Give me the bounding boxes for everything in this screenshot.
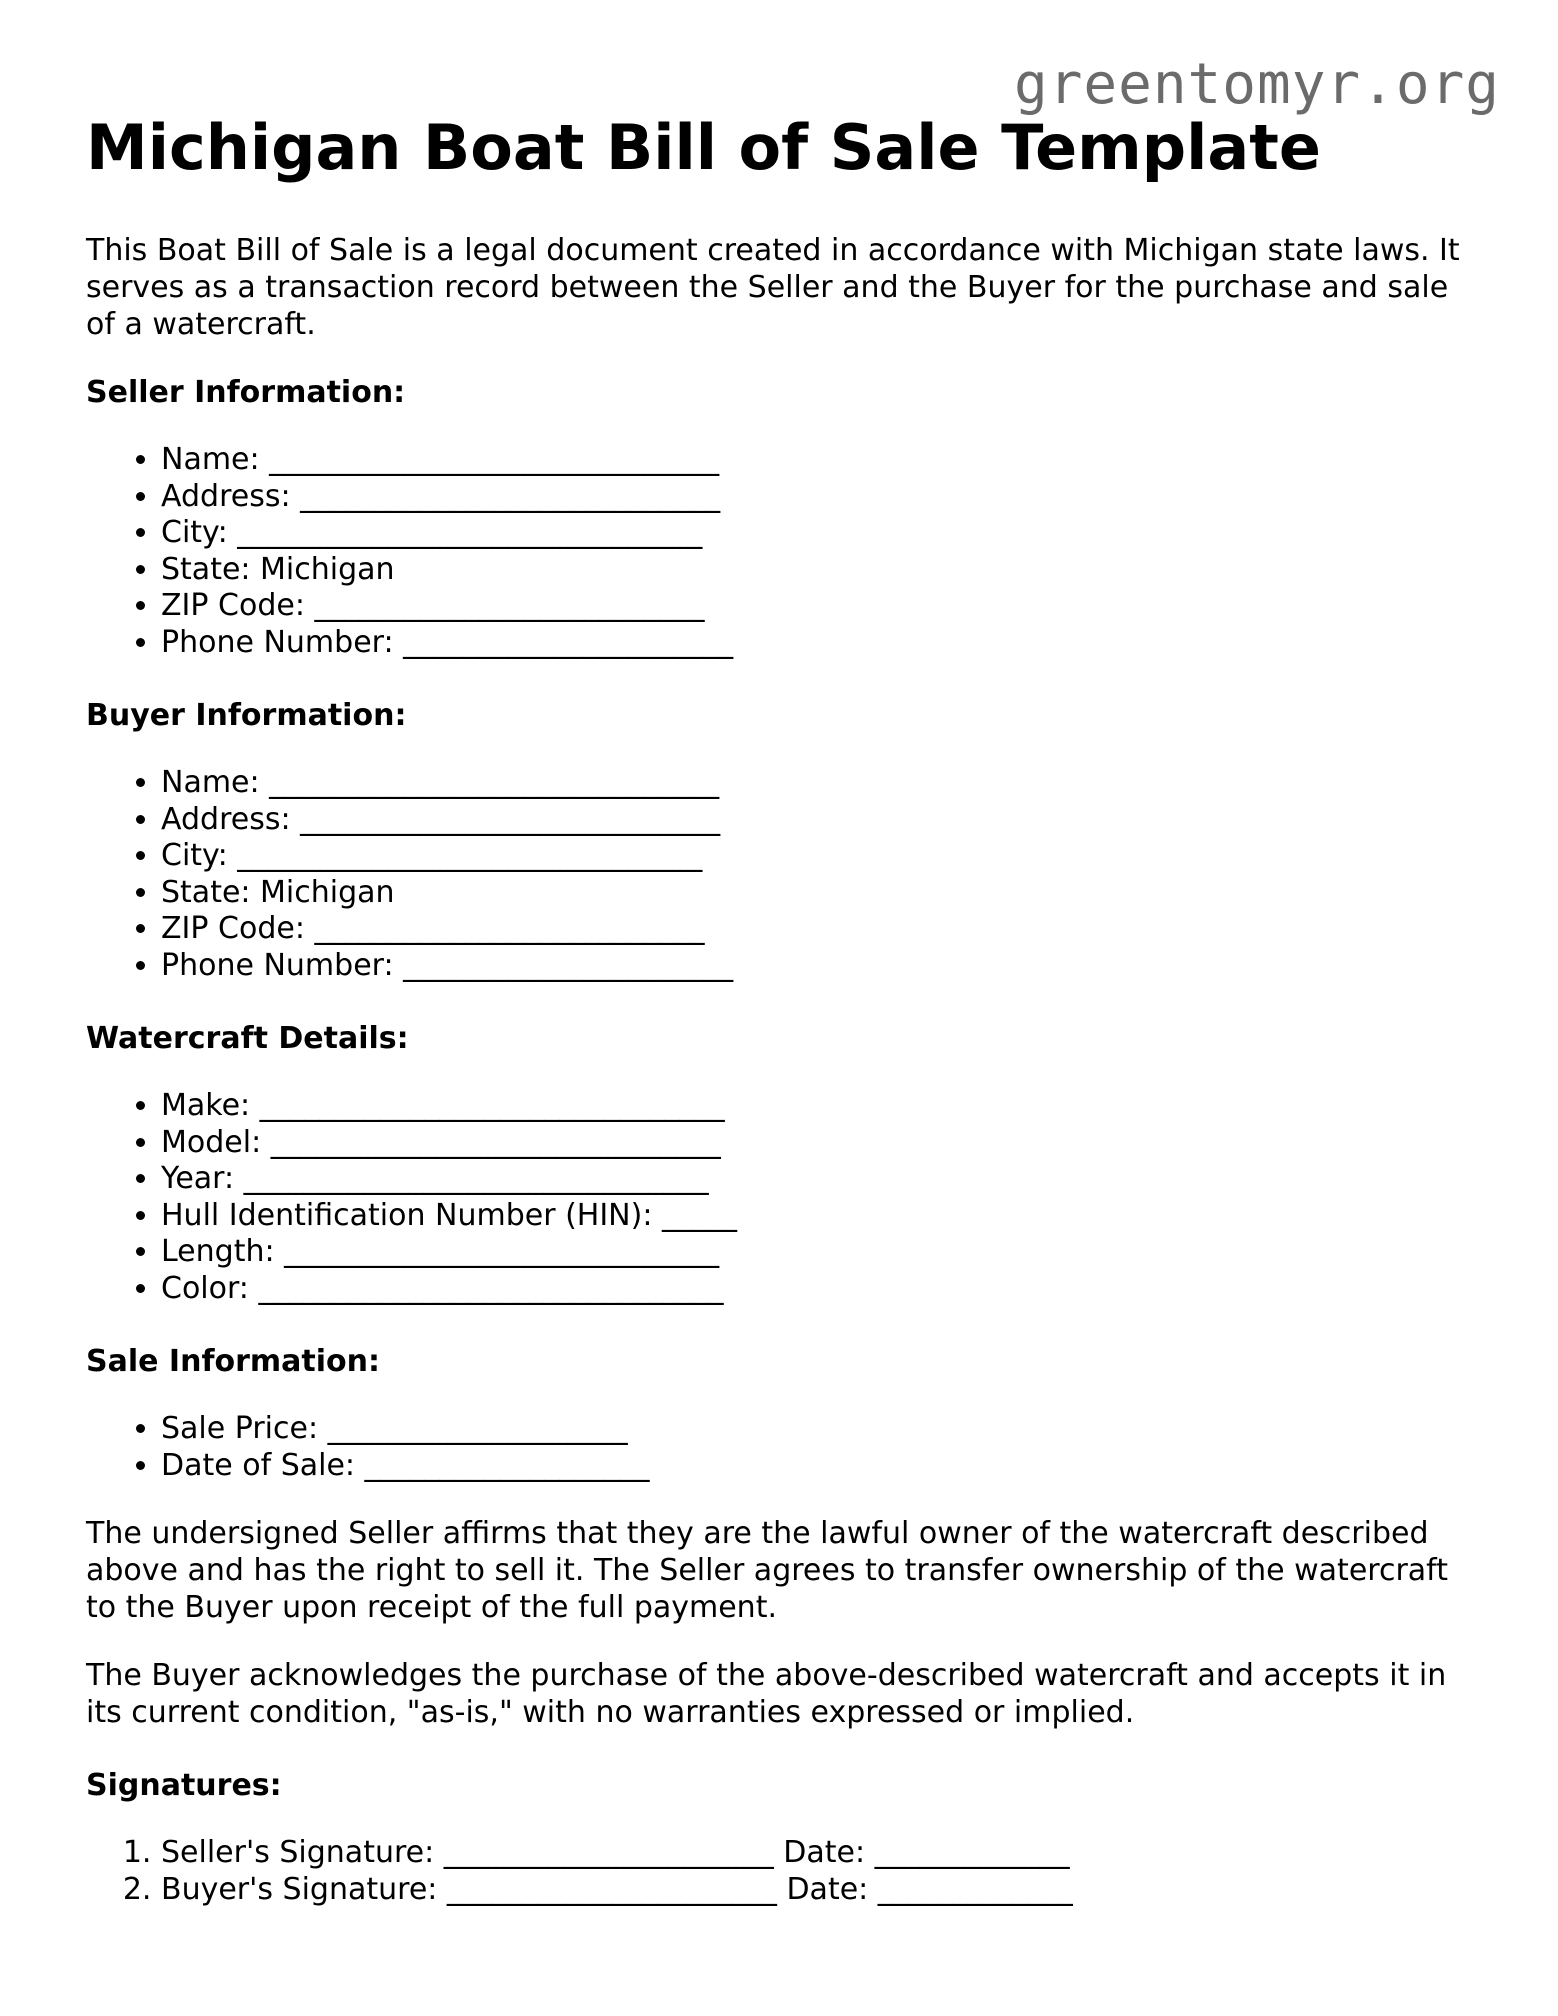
seller-heading: Seller Information: bbox=[86, 375, 406, 410]
seller-signature-line[interactable]: 1. Seller's Signature: ______________________ Date: _____________ bbox=[161, 1835, 1486, 1872]
watermark: greentomyr.org bbox=[1013, 52, 1500, 117]
seller-city-field[interactable]: • City: _______________________________ bbox=[161, 515, 1486, 552]
seller-list bbox=[86, 442, 1486, 661]
sale-price-field[interactable]: • Sale Price: ____________________ bbox=[161, 1411, 1486, 1448]
signatures-heading: Signatures: bbox=[86, 1768, 282, 1803]
color-field[interactable]: • Color: _______________________________ bbox=[161, 1271, 1486, 1308]
buyer-zip-field[interactable]: • ZIP Code: __________________________ bbox=[161, 911, 1486, 948]
intro-paragraph: This Boat Bill of Sale is a legal document created in accordance with Michigan state laws. It serves as a transaction record between the Seller and the Buyer for the purchase and sale of a watercraft. bbox=[86, 233, 1460, 342]
buyer-city-field[interactable]: • City: _______________________________ bbox=[161, 838, 1486, 875]
acknowledgement-paragraph: The Buyer acknowledges the purchase of the above-described watercraft and accepts it in its current condition, "as-is," with no warranties expressed or implied. bbox=[86, 1658, 1447, 1730]
watercraft-heading: Watercraft Details: bbox=[86, 1021, 409, 1056]
length-field[interactable]: • Length: _____________________________ bbox=[161, 1234, 1486, 1271]
document-body bbox=[86, 108, 1486, 1939]
buyer-phone-field[interactable]: • Phone Number: ______________________ bbox=[161, 948, 1486, 985]
buyer-state-field: • State: Michigan bbox=[161, 875, 1486, 912]
seller-phone-field[interactable]: • Phone Number: ______________________ bbox=[161, 625, 1486, 662]
buyer-signature-line[interactable]: 2. Buyer's Signature: ______________________ Date: _____________ bbox=[161, 1872, 1486, 1909]
make-field[interactable]: • Make: _______________________________ bbox=[161, 1088, 1486, 1125]
sale-heading: Sale Information: bbox=[86, 1344, 380, 1379]
signatures-list bbox=[86, 1835, 1486, 1908]
hin-field[interactable]: • Hull Identification Number (HIN): _____ bbox=[161, 1198, 1486, 1235]
sale-list bbox=[86, 1411, 1486, 1484]
page-title: Michigan Boat Bill of Sale Template bbox=[86, 111, 1321, 184]
seller-zip-field[interactable]: • ZIP Code: __________________________ bbox=[161, 588, 1486, 625]
watercraft-list bbox=[86, 1088, 1486, 1307]
buyer-address-field[interactable]: • Address: ____________________________ bbox=[161, 802, 1486, 839]
buyer-heading: Buyer Information: bbox=[86, 698, 407, 733]
affirmation-paragraph: The undersigned Seller affirms that they are the lawful owner of the watercraft described above and has the right to sell it. The Seller agrees to transfer ownership of the watercraft to the Buyer upon receipt of the full payment. bbox=[86, 1516, 1448, 1625]
seller-state-field: • State: Michigan bbox=[161, 552, 1486, 589]
seller-name-field[interactable]: • Name: ______________________________ bbox=[161, 442, 1486, 479]
buyer-name-field[interactable]: • Name: ______________________________ bbox=[161, 765, 1486, 802]
seller-address-field[interactable]: • Address: ____________________________ bbox=[161, 479, 1486, 516]
year-field[interactable]: • Year: _______________________________ bbox=[161, 1161, 1486, 1198]
date-of-sale-field[interactable]: • Date of Sale: ___________________ bbox=[161, 1448, 1486, 1485]
model-field[interactable]: • Model: ______________________________ bbox=[161, 1125, 1486, 1162]
buyer-list bbox=[86, 765, 1486, 984]
